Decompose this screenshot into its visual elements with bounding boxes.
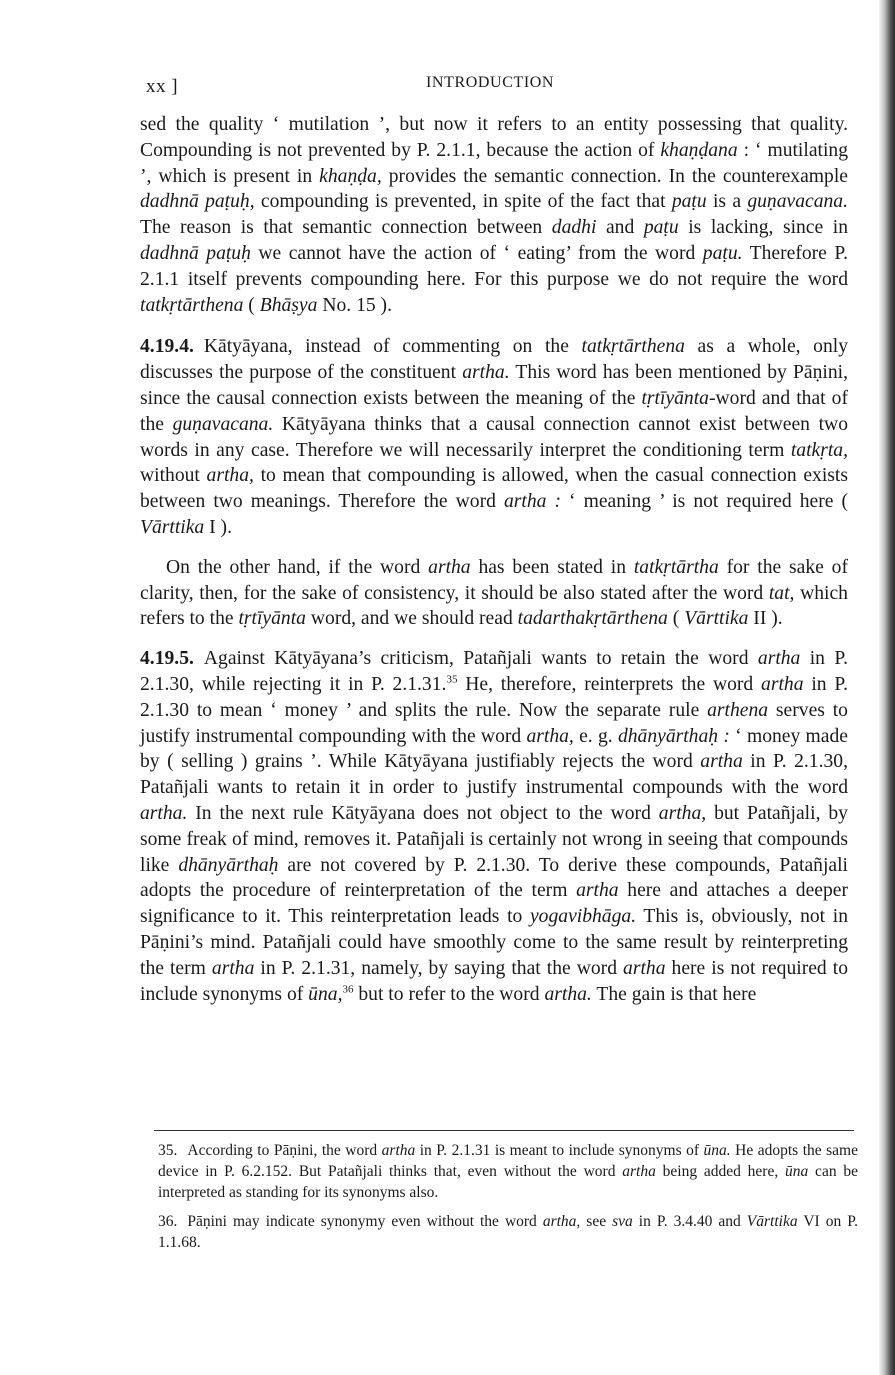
text-run: I ). bbox=[204, 516, 232, 538]
italic-term: Vārttika bbox=[684, 608, 749, 630]
italic-term: ūna. bbox=[703, 1142, 731, 1159]
text-run: Against Kātyāyana’s criticism, Patañjali wants to retain the word bbox=[203, 648, 758, 670]
italic-term: artha, bbox=[542, 1213, 581, 1230]
footnote-number: 36. bbox=[158, 1213, 178, 1230]
text-run: On the other hand, if the word bbox=[166, 556, 429, 578]
text-run: here and attaches a deeper significance to it. This reinterpretation leads to bbox=[140, 880, 848, 928]
italic-term: artha. bbox=[140, 802, 188, 824]
italic-term: artha bbox=[757, 648, 801, 670]
italic-term: ūna, bbox=[308, 983, 343, 1005]
text-run: has been stated in bbox=[470, 556, 634, 578]
italic-term: tat, bbox=[768, 582, 795, 604]
text-run: in P. 3.4.40 and bbox=[632, 1213, 747, 1230]
text-run: here is not required to include synonyms of bbox=[140, 957, 848, 1005]
italic-term: guṇavacana. bbox=[172, 413, 274, 435]
text-run: serves to justify instrumental compounding with the word bbox=[140, 699, 848, 747]
italic-term: dadhnā paṭuḥ bbox=[140, 242, 251, 264]
italic-term: tatkṛtārthena bbox=[581, 336, 685, 358]
text-run: is a bbox=[706, 191, 748, 213]
text-run: in P. 2.1.30, Patañjali wants to retain it in order to justify instrumental compounds with the word bbox=[140, 751, 848, 799]
section-number: 4.19.5. bbox=[140, 648, 194, 670]
text-run: but Patañjali, by some freak of mind, removes it. Patañjali is certainly not wrong in seeing that compounds like bbox=[140, 802, 848, 876]
text-run: in P. 2.1.31 is meant to include synonyms of bbox=[415, 1142, 704, 1159]
page-header bbox=[146, 74, 846, 98]
text-run: in P. 2.1.30, while rejecting it in P. 2.1.31. bbox=[140, 648, 848, 695]
italic-term: Bhāṣya bbox=[259, 294, 318, 316]
italic-term: khaṇḍana bbox=[660, 139, 738, 161]
text-run: Kātyāyana, instead of commenting on the bbox=[203, 336, 582, 358]
text-run: ‘ money made by ( selling ) grains ’. While Kātyāyana justifiably rejects the word bbox=[140, 725, 848, 773]
italic-term: tatkṛta, bbox=[790, 439, 848, 461]
italic-term: dhānyārthaḥ : bbox=[617, 725, 730, 747]
italic-term: ūna bbox=[785, 1163, 809, 1180]
section-number: 4.19.4. bbox=[140, 336, 194, 358]
footnote-ref: 36 bbox=[342, 982, 354, 995]
text-run: word, and we should read bbox=[305, 608, 518, 630]
italic-term: artha, bbox=[658, 802, 707, 824]
text-run: He adopts the same device in P. 6.2.152. But Patañjali thinks that, even without the word bbox=[158, 1142, 858, 1180]
italic-term: tatkṛtārthena bbox=[140, 294, 244, 316]
italic-term: artha bbox=[428, 556, 471, 578]
italic-term: tadarthakṛtārthena bbox=[517, 608, 668, 630]
text-run: -word and that of the bbox=[140, 387, 849, 435]
text-run: : ‘ mutilating ’, which is present in bbox=[140, 139, 848, 187]
text-run: VI on P. 1.1.68. bbox=[158, 1213, 858, 1251]
text-run: The reason is that semantic connection between bbox=[140, 217, 552, 239]
italic-term: artha bbox=[576, 880, 619, 902]
italic-term: artha. bbox=[462, 362, 510, 384]
italic-term: yogavibhāga. bbox=[529, 906, 637, 928]
text-run: According to Pāṇini, the word bbox=[187, 1142, 382, 1159]
text-run: sed the quality ‘ mutilation ’, but now it refers to an entity possessing that quality. Compounding is not prevented by P. 2.1.1, because the action of bbox=[140, 114, 848, 161]
text-run: This is, obviously, not in Pāṇini’s mind. Patañjali could have smoothly come to the same result by reinterpreting the term bbox=[140, 906, 848, 979]
text-run: we cannot have the action of ‘ eating’ from the word bbox=[250, 242, 703, 264]
italic-term: paṭu bbox=[643, 217, 679, 239]
italic-term: khaṇḍa, bbox=[319, 165, 382, 187]
italic-term: dadhnā paṭuḥ, bbox=[140, 191, 255, 213]
paragraph-section-4-19-5 bbox=[140, 646, 848, 1007]
italic-term: artha. bbox=[544, 983, 592, 1005]
italic-term: Vārttika bbox=[140, 516, 205, 538]
italic-term: artha : bbox=[503, 491, 561, 513]
text-run: The gain is that here bbox=[591, 983, 757, 1005]
text-run: in P. 2.1.30 to mean ‘ money ’ and splits the rule. Now the separate rule bbox=[140, 673, 848, 721]
italic-term: tatkṛtārtha bbox=[633, 556, 719, 578]
text-run: provides the semantic connection. In the counterexample bbox=[381, 165, 848, 187]
text-run: ( bbox=[243, 294, 260, 316]
text-run: e. g. bbox=[573, 725, 618, 747]
text-run: and bbox=[596, 217, 644, 239]
italic-term: tṛtīyānta bbox=[641, 387, 709, 409]
text-run: in P. 2.1.31, namely, by saying that the word bbox=[254, 957, 624, 979]
italic-term: sva bbox=[612, 1213, 633, 1230]
italic-term: dhānyārthaḥ bbox=[178, 854, 279, 876]
footnote-number: 35. bbox=[158, 1142, 178, 1159]
text-run: being added here, bbox=[655, 1163, 786, 1180]
paragraph-section-4-19-4 bbox=[140, 334, 848, 540]
body-text bbox=[140, 112, 848, 1021]
italic-term: artha, bbox=[206, 465, 254, 487]
page-edge-shadow bbox=[879, 0, 895, 1375]
text-run: II ). bbox=[748, 608, 783, 630]
footnote-ref: 35 bbox=[446, 673, 458, 686]
text-run: for the sake of clarity, then, for the sake of consistency, it should be also stated after the word bbox=[140, 556, 849, 604]
italic-term: artha, bbox=[526, 725, 574, 747]
text-run: ‘ meaning ’ is not required here ( bbox=[561, 491, 848, 513]
italic-term: Vārttika bbox=[746, 1213, 798, 1230]
italic-term: arthena bbox=[707, 699, 769, 721]
text-run: No. 15 ). bbox=[317, 294, 392, 316]
footnotes bbox=[158, 1140, 858, 1261]
footnote-36 bbox=[158, 1211, 858, 1253]
text-run: Pāṇini may indicate synonymy even without the word bbox=[187, 1213, 543, 1230]
paragraph-continuation bbox=[140, 112, 848, 318]
footnote-35 bbox=[158, 1140, 858, 1203]
running-head: INTRODUCTION bbox=[426, 74, 555, 91]
text-run: to mean that compounding is allowed, when the casual connection exists between two meanings. Therefore the word bbox=[140, 465, 848, 513]
text-run: as a whole, only discusses the purpose of the constituent bbox=[140, 336, 848, 384]
paragraph-other-hand bbox=[140, 555, 848, 632]
text-run: In the next rule Kātyāyana does not object to the word bbox=[187, 802, 659, 824]
text-run: This word has been mentioned by Pāṇini, since the causal connection exists between the meaning of the bbox=[140, 362, 848, 409]
text-run: but to refer to the word bbox=[353, 983, 545, 1005]
page-number: xx ] bbox=[146, 76, 179, 97]
italic-term: paṭu. bbox=[702, 242, 743, 264]
footnote-rule bbox=[154, 1130, 854, 1131]
text-run: compounding is prevented, in spite of the fact that bbox=[254, 191, 672, 213]
text-run: He, therefore, reinterprets the word bbox=[457, 673, 762, 695]
italic-term: artha bbox=[623, 957, 666, 979]
text-run: are not covered by P. 2.1.30. To derive these compounds, Patañjali adopts the procedure of reinterpretation of the term bbox=[140, 854, 848, 902]
italic-term: artha bbox=[211, 957, 255, 979]
text-run: which refers to the bbox=[140, 582, 848, 630]
italic-term: guṇavacana. bbox=[747, 191, 848, 213]
text-run: without bbox=[140, 465, 207, 487]
text-run: Therefore P. 2.1.1 itself prevents compounding here. For this purpose we do not require the word bbox=[140, 242, 848, 290]
italic-term: artha bbox=[381, 1142, 416, 1159]
text-run: can be interpreted as standing for its synonyms also. bbox=[158, 1163, 858, 1201]
text-run: ( bbox=[667, 608, 685, 630]
italic-term: paṭu bbox=[671, 191, 707, 213]
italic-term: dadhi bbox=[551, 217, 597, 239]
italic-term: artha bbox=[700, 751, 743, 773]
italic-term: artha bbox=[761, 673, 804, 695]
text-run: see bbox=[580, 1213, 613, 1230]
italic-term: artha bbox=[622, 1163, 656, 1180]
text-run: is lacking, since in bbox=[678, 217, 848, 239]
italic-term: tṛtīyānta bbox=[238, 608, 306, 630]
text-run: Kātyāyana thinks that a causal connection cannot exist between two words in any case. Therefore we will necessarily interpret the conditioning term bbox=[140, 413, 848, 461]
